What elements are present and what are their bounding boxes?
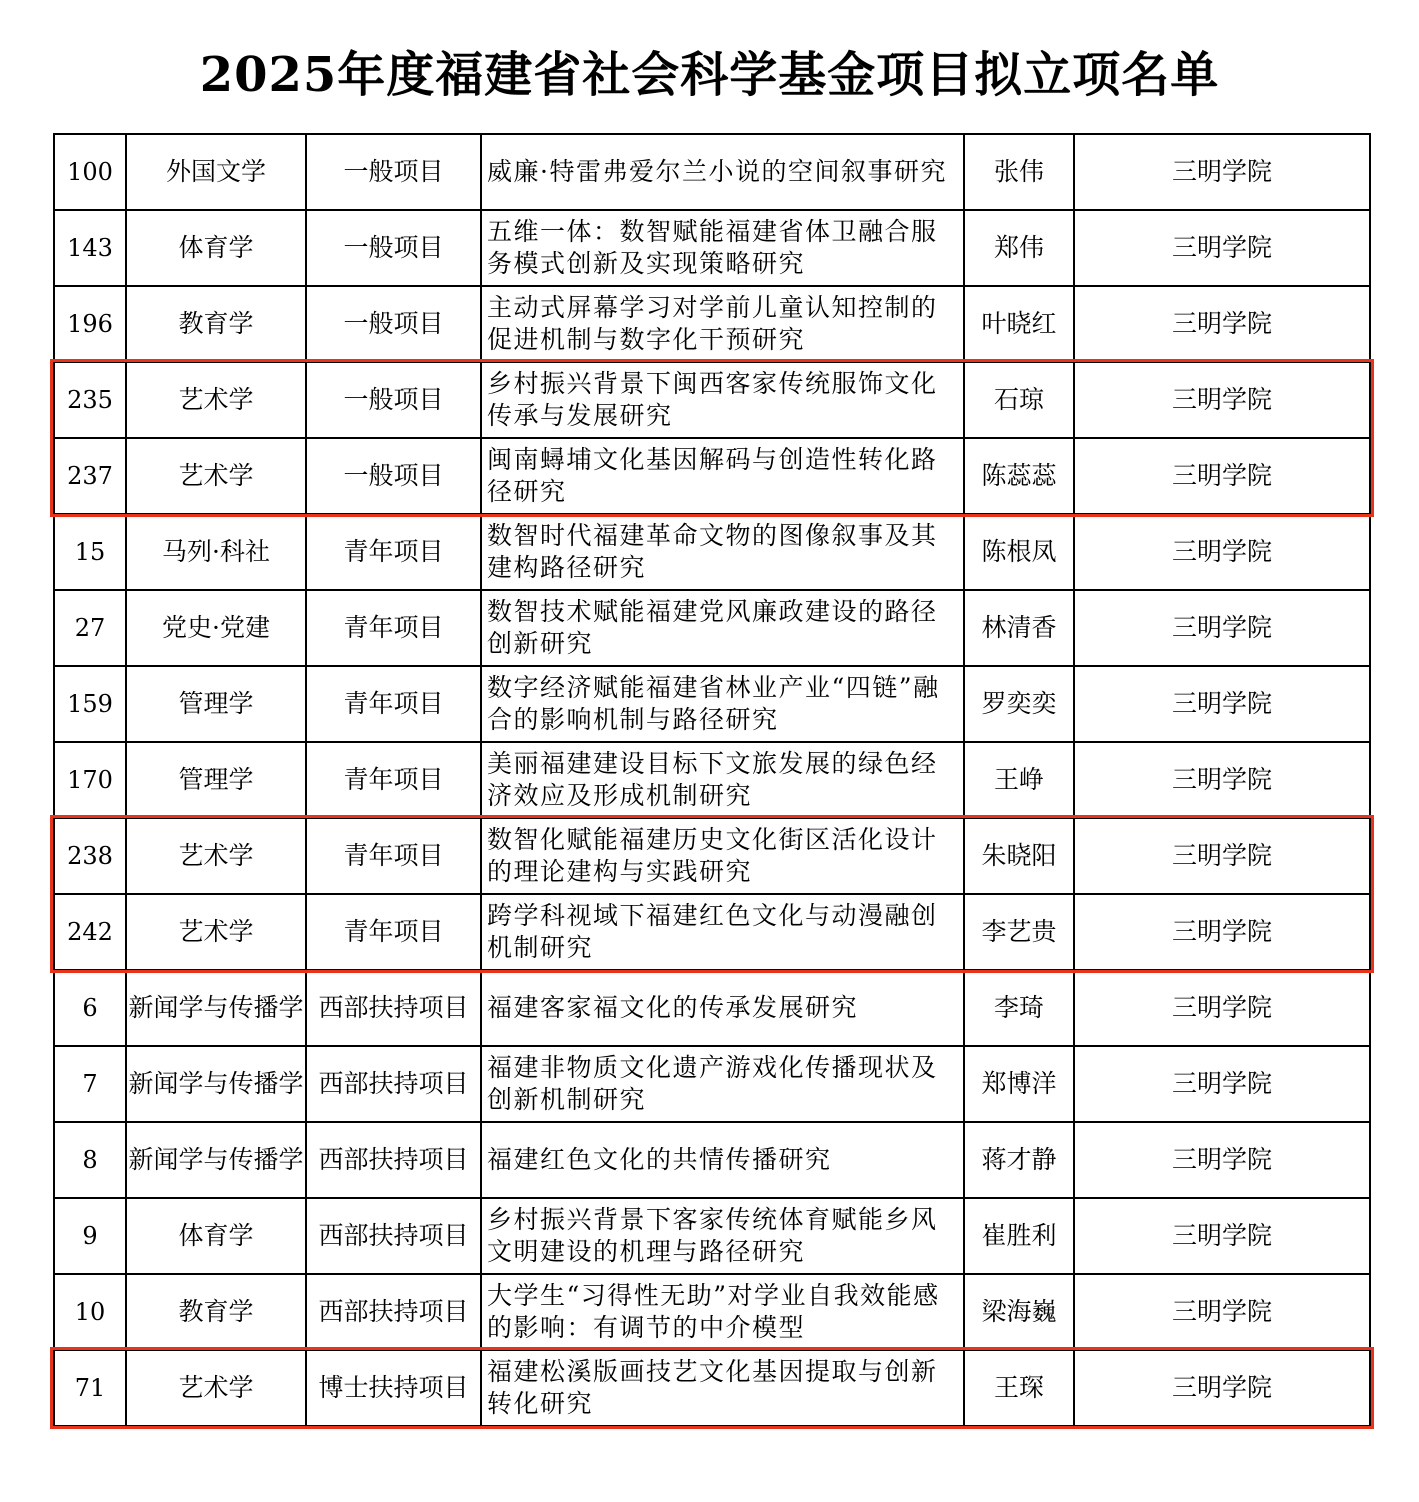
cell-project-title: 大学生“习得性无助”对学业自我效能感的影响：有调节的中介模型: [481, 1274, 964, 1350]
cell-project-title: 乡村振兴背景下闽西客家传统服饰文化传承与发展研究: [481, 362, 964, 438]
cell-unit: 三明学院: [1074, 1274, 1370, 1350]
cell-number: 10: [54, 1274, 126, 1350]
cell-category: 青年项目: [306, 666, 481, 742]
cell-category: 一般项目: [306, 362, 481, 438]
cell-unit: 三明学院: [1074, 590, 1370, 666]
cell-leader: 叶晓红: [964, 286, 1074, 362]
cell-project-title: 数智时代福建革命文物的图像叙事及其建构路径研究: [481, 514, 964, 590]
cell-project-title: 数字经济赋能福建省林业产业“四链”融合的影响机制与路径研究: [481, 666, 964, 742]
cell-leader: 陈蕊蕊: [964, 438, 1074, 514]
cell-number: 27: [54, 590, 126, 666]
table-row: [54, 894, 1370, 970]
table-row: [54, 970, 1370, 1046]
cell-unit: 三明学院: [1074, 1046, 1370, 1122]
cell-number: 238: [54, 818, 126, 894]
cell-category: 青年项目: [306, 514, 481, 590]
cell-project-title: 主动式屏幕学习对学前儿童认知控制的促进机制与数字化干预研究: [481, 286, 964, 362]
cell-unit: 三明学院: [1074, 818, 1370, 894]
cell-leader: 李琦: [964, 970, 1074, 1046]
cell-number: 143: [54, 210, 126, 286]
table-row: [54, 1198, 1370, 1274]
cell-project-title: 福建松溪版画技艺文化基因提取与创新转化研究: [481, 1350, 964, 1426]
cell-category: 青年项目: [306, 590, 481, 666]
cell-project-title: 福建非物质文化遗产游戏化传播现状及创新机制研究: [481, 1046, 964, 1122]
cell-discipline: 艺术学: [126, 438, 306, 514]
table-row: [54, 590, 1370, 666]
cell-leader: 郑伟: [964, 210, 1074, 286]
table-row: [54, 1350, 1370, 1426]
cell-leader: 石琼: [964, 362, 1074, 438]
cell-number: 159: [54, 666, 126, 742]
cell-unit: 三明学院: [1074, 134, 1370, 210]
cell-category: 西部扶持项目: [306, 970, 481, 1046]
table-row: [54, 666, 1370, 742]
cell-number: 170: [54, 742, 126, 818]
table-row: [54, 1046, 1370, 1122]
cell-category: 西部扶持项目: [306, 1198, 481, 1274]
cell-number: 71: [54, 1350, 126, 1426]
cell-category: 青年项目: [306, 894, 481, 970]
cell-number: 6: [54, 970, 126, 1046]
cell-discipline: 新闻学与传播学: [126, 1122, 306, 1198]
cell-discipline: 教育学: [126, 286, 306, 362]
cell-discipline: 艺术学: [126, 1350, 306, 1426]
cell-project-title: 闽南蟳埔文化基因解码与创造性转化路径研究: [481, 438, 964, 514]
cell-project-title: 五维一体：数智赋能福建省体卫融合服务模式创新及实现策略研究: [481, 210, 964, 286]
cell-leader: 王琛: [964, 1350, 1074, 1426]
cell-discipline: 教育学: [126, 1274, 306, 1350]
cell-unit: 三明学院: [1074, 514, 1370, 590]
cell-number: 15: [54, 514, 126, 590]
cell-unit: 三明学院: [1074, 1350, 1370, 1426]
cell-number: 235: [54, 362, 126, 438]
cell-number: 242: [54, 894, 126, 970]
cell-leader: 李艺贵: [964, 894, 1074, 970]
cell-category: 一般项目: [306, 438, 481, 514]
cell-discipline: 艺术学: [126, 362, 306, 438]
cell-leader: 郑博洋: [964, 1046, 1074, 1122]
cell-leader: 罗奕奕: [964, 666, 1074, 742]
cell-category: 西部扶持项目: [306, 1274, 481, 1350]
cell-discipline: 管理学: [126, 666, 306, 742]
cell-leader: 崔胜利: [964, 1198, 1074, 1274]
cell-project-title: 福建红色文化的共情传播研究: [481, 1122, 964, 1198]
cell-number: 9: [54, 1198, 126, 1274]
cell-leader: 王峥: [964, 742, 1074, 818]
cell-project-title: 福建客家福文化的传承发展研究: [481, 970, 964, 1046]
cell-project-title: 数智化赋能福建历史文化街区活化设计的理论建构与实践研究: [481, 818, 964, 894]
table-row: [54, 286, 1370, 362]
cell-discipline: 外国文学: [126, 134, 306, 210]
cell-project-title: 威廉·特雷弗爱尔兰小说的空间叙事研究: [481, 134, 964, 210]
cell-leader: 张伟: [964, 134, 1074, 210]
cell-project-title: 跨学科视域下福建红色文化与动漫融创机制研究: [481, 894, 964, 970]
cell-discipline: 新闻学与传播学: [126, 970, 306, 1046]
cell-number: 237: [54, 438, 126, 514]
table-row: [54, 514, 1370, 590]
project-table: [53, 133, 1371, 1427]
cell-discipline: 体育学: [126, 210, 306, 286]
cell-unit: 三明学院: [1074, 362, 1370, 438]
cell-discipline: 艺术学: [126, 894, 306, 970]
cell-leader: 林清香: [964, 590, 1074, 666]
cell-leader: 朱晓阳: [964, 818, 1074, 894]
cell-discipline: 体育学: [126, 1198, 306, 1274]
cell-unit: 三明学院: [1074, 1122, 1370, 1198]
cell-number: 8: [54, 1122, 126, 1198]
cell-unit: 三明学院: [1074, 970, 1370, 1046]
table-row: [54, 742, 1370, 818]
cell-number: 100: [54, 134, 126, 210]
cell-leader: 陈根凤: [964, 514, 1074, 590]
cell-discipline: 管理学: [126, 742, 306, 818]
cell-leader: 梁海巍: [964, 1274, 1074, 1350]
cell-project-title: 乡村振兴背景下客家传统体育赋能乡风文明建设的机理与路径研究: [481, 1198, 964, 1274]
page-title: 2025年度福建省社会科学基金项目拟立项名单: [199, 47, 1220, 103]
cell-project-title: 美丽福建建设目标下文旅发展的绿色经济效应及形成机制研究: [481, 742, 964, 818]
cell-unit: 三明学院: [1074, 742, 1370, 818]
cell-unit: 三明学院: [1074, 210, 1370, 286]
table-row: [54, 438, 1370, 514]
table-row: [54, 362, 1370, 438]
cell-discipline: 新闻学与传播学: [126, 1046, 306, 1122]
cell-discipline: 艺术学: [126, 818, 306, 894]
table-row: [54, 818, 1370, 894]
table-row: [54, 1122, 1370, 1198]
table-row: [54, 210, 1370, 286]
cell-category: 青年项目: [306, 818, 481, 894]
cell-leader: 蒋才静: [964, 1122, 1074, 1198]
cell-category: 青年项目: [306, 742, 481, 818]
cell-discipline: 党史·党建: [126, 590, 306, 666]
cell-project-title: 数智技术赋能福建党风廉政建设的路径创新研究: [481, 590, 964, 666]
cell-unit: 三明学院: [1074, 894, 1370, 970]
cell-unit: 三明学院: [1074, 666, 1370, 742]
cell-unit: 三明学院: [1074, 286, 1370, 362]
cell-unit: 三明学院: [1074, 1198, 1370, 1274]
cell-number: 196: [54, 286, 126, 362]
cell-category: 一般项目: [306, 210, 481, 286]
table-row: [54, 134, 1370, 210]
cell-discipline: 马列·科社: [126, 514, 306, 590]
cell-category: 西部扶持项目: [306, 1122, 481, 1198]
cell-unit: 三明学院: [1074, 438, 1370, 514]
project-table-body: [54, 134, 1370, 1426]
cell-number: 7: [54, 1046, 126, 1122]
table-row: [54, 1274, 1370, 1350]
cell-category: 一般项目: [306, 286, 481, 362]
cell-category: 博士扶持项目: [306, 1350, 481, 1426]
cell-category: 一般项目: [306, 134, 481, 210]
cell-category: 西部扶持项目: [306, 1046, 481, 1122]
